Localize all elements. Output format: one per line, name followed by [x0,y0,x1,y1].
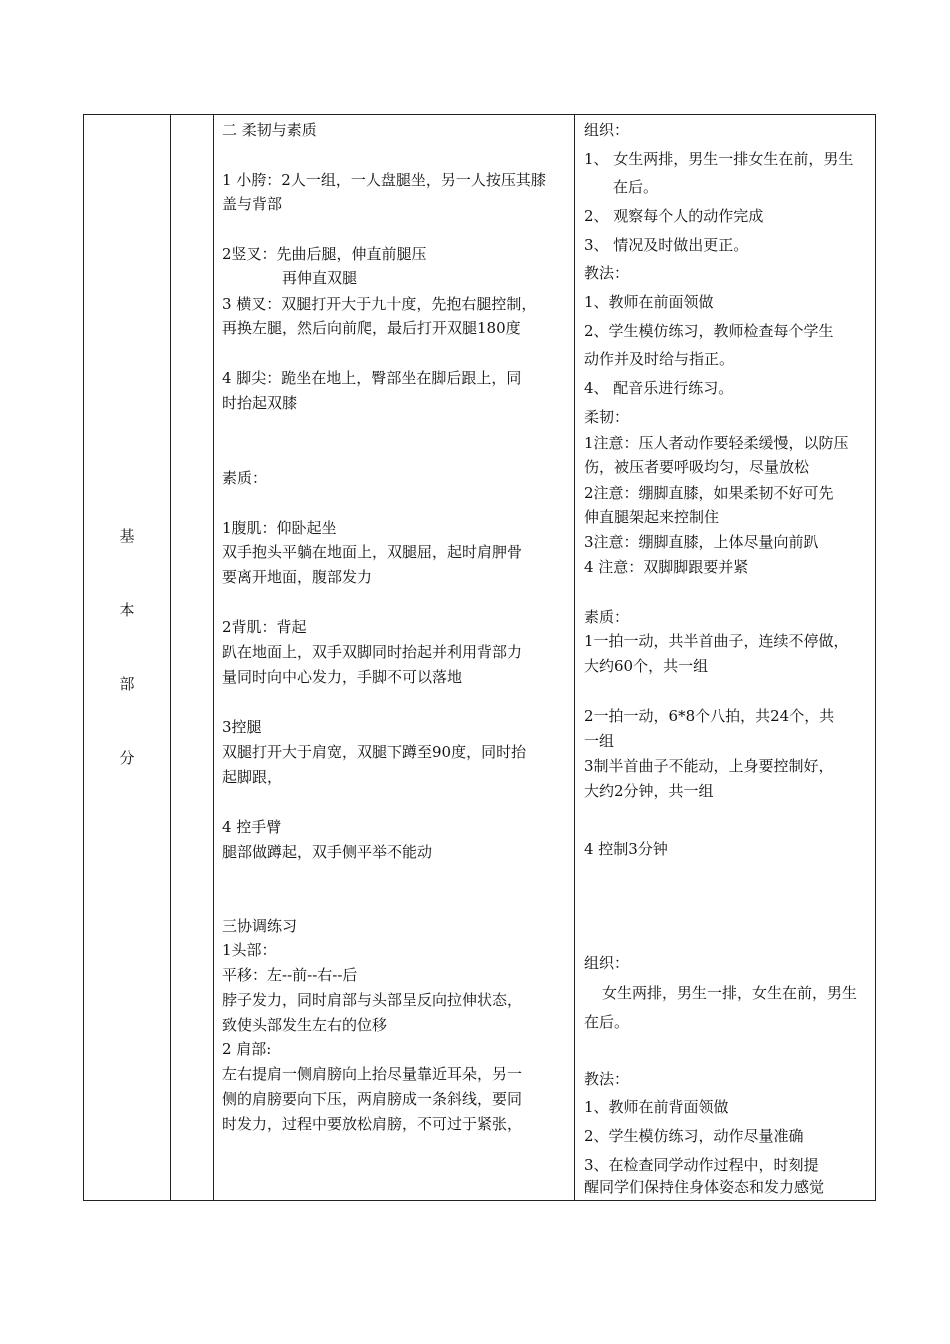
content-line: 左右提肩一侧肩膀向上抬尽量靠近耳朵，另一 [222,1065,523,1083]
content-line: 2竖叉：先曲后腿，伸直前腿压 [222,245,427,263]
section-label-char: 分 [119,749,135,767]
content-line: 脖子发力，同时肩部与头部呈反向拉伸状态， [222,991,523,1009]
content-line: 平移：左--前--右--后 [222,966,358,984]
method-line: 4 控制3分钟 [584,840,668,858]
content-line: 双手抱头平躺在地面上，双腿屈，起时肩胛骨 [222,543,523,561]
section-label-char: 部 [119,675,135,693]
content-cell [214,115,574,1200]
content-line: 4 控手臂 [222,818,282,836]
method-line: 1、教师在前面领做 [584,293,714,311]
method-line: 2、学生模仿练习，教师检查每个学生 [584,322,834,340]
content-line: 2 肩部: [222,1040,272,1058]
content-line: 再伸直双腿 [282,269,358,287]
content-subheading: 三协调练习 [222,917,298,935]
method-line: 1、 女生两排，男生一排女生在前，男生 [584,150,854,168]
section-label-char: 本 [119,601,135,619]
method-line: 大约2分钟，共一组 [584,782,714,800]
content-line: 3控腿 [222,718,262,736]
content-line: 1 小胯：2人一组，一人盘腿坐，另一人按压其膝 [222,171,546,189]
method-line: 1、教师在前背面领做 [584,1098,729,1116]
content-line: 双腿打开大于肩宽，双腿下蹲至90度，同时抬 [222,743,527,761]
content-line: 时发力，过程中要放松肩膀，不可过于紧张， [222,1115,523,1133]
content-line: 起脚跟， [222,768,283,786]
content-line: 时抬起双膝 [222,394,298,412]
content-line: 致使头部发生左右的位移 [222,1016,388,1034]
method-line: 2、 观察每个人的动作完成 [584,207,764,225]
content-line: 趴在地面上，双手双脚同时抬起并利用背部力 [222,643,523,661]
method-line: 1注意：压人者动作要轻柔缓慢，以防压 [584,434,849,452]
method-line: 动作并及时给与指正。 [584,350,735,368]
method-line: 3、在检查同学动作过程中，时刻提 [584,1156,819,1174]
method-heading: 柔韧： [584,408,630,426]
method-line: 2一拍一动，6*8个八拍，共24个，共 [584,707,835,725]
method-line: 一组 [584,732,615,750]
content-line: 2背肌：背起 [222,618,307,636]
method-line: 大约60个，共一组 [584,657,709,675]
section-label-cell [84,115,170,1200]
method-line: 伸直腿架起来控制住 [584,508,720,526]
method-line: 醒同学们保持住身体姿态和发力感觉 [584,1178,825,1196]
method-line: 4、 配音乐进行练习。 [584,379,734,397]
method-heading: 教法： [584,264,630,282]
content-line: 腿部做蹲起，双手侧平举不能动 [222,843,433,861]
empty-cell [170,115,213,1200]
content-heading: 二 柔韧与素质 [222,121,317,139]
method-heading: 教法： [584,1070,630,1088]
method-heading: 组织： [584,121,630,139]
method-line: 3制半首曲子不能动，上身要控制好， [584,757,834,775]
content-line: 1头部： [222,941,277,959]
method-line: 女生两排，男生一排，女生在前，男生 [602,984,858,1002]
section-label-char: 基 [119,527,135,545]
content-line: 要离开地面，腹部发力 [222,568,373,586]
method-line: 4 注意：双脚脚跟要并紧 [584,558,749,576]
content-line: 侧的肩膀要向下压，两肩膀成一条斜线，要同 [222,1090,523,1108]
content-line: 盖与背部 [222,195,283,213]
content-line: 再换左腿，然后向前爬，最后打开双腿180度 [222,319,521,337]
method-line: 在后。 [584,1013,630,1031]
content-line: 量同时向中心发力，手脚不可以落地 [222,668,463,686]
method-line: 1一拍一动，共半首曲子，连续不停做， [584,632,849,650]
content-line: 4 脚尖：跪坐在地上，臀部坐在脚后跟上，同 [222,369,522,387]
method-cell [575,115,875,1200]
method-line: 在后。 [613,178,659,196]
method-line: 2、学生模仿练习，动作尽量准确 [584,1127,804,1145]
method-line: 3、 情况及时做出更正。 [584,236,749,254]
content-line: 1腹肌：仰卧起坐 [222,519,337,537]
method-heading: 素质： [584,608,630,626]
lesson-plan-table [83,114,876,1201]
method-line: 2注意：绷脚直膝，如果柔韧不好可先 [584,484,834,502]
content-subheading: 素质： [222,469,268,487]
content-line: 3 横叉：双腿打开大于九十度，先抱右腿控制， [222,295,537,313]
method-line: 3注意：绷脚直膝，上体尽量向前趴 [584,533,819,551]
method-heading: 组织： [584,954,630,972]
method-line: 伤，被压者要呼吸均匀，尽量放松 [584,458,810,476]
